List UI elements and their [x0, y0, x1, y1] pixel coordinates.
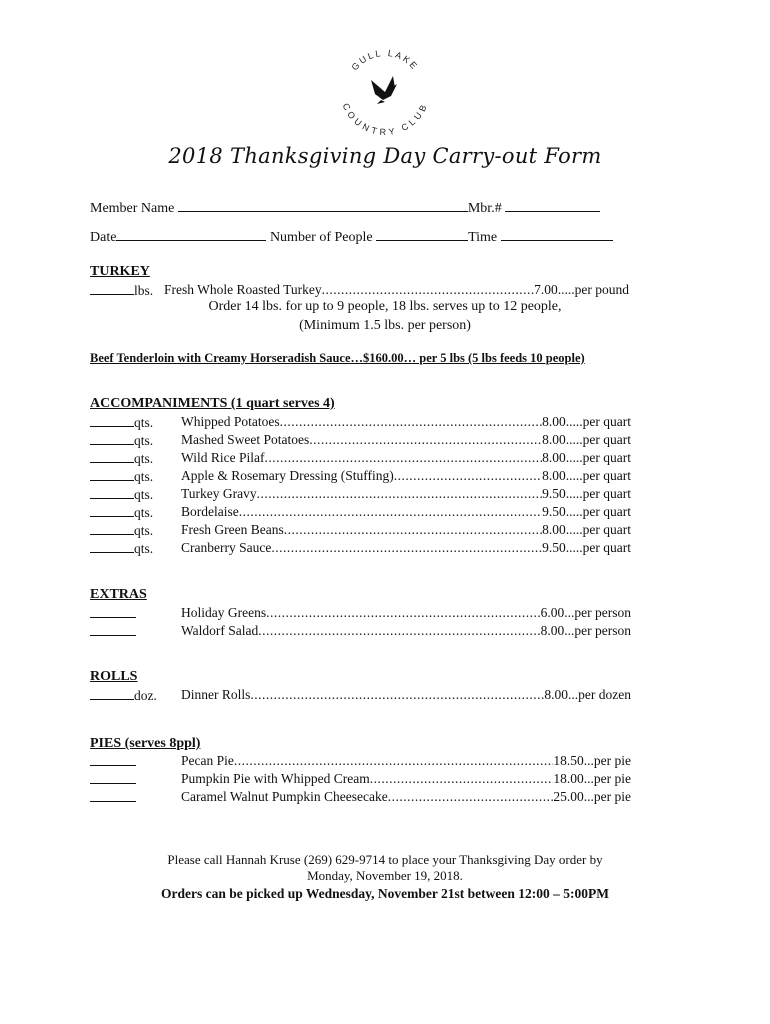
item-name: Wild Rice Pilaf	[181, 450, 265, 465]
turkey-heading: TURKEY	[90, 264, 150, 279]
item-price: 8.00.....per quart	[542, 522, 631, 537]
turkey-note-1: Order 14 lbs. for up to 9 people, 18 lbs. serves up to 12 people,	[208, 299, 562, 314]
beef-tenderloin-line: Beef Tenderloin with Creamy Horseradish Sauce…$160.00… per 5 lbs (5 lbs feeds 10 people)	[90, 351, 585, 365]
quantity-blank[interactable]: doz.	[90, 686, 157, 705]
item-name: Pumpkin Pie with Whipped Cream	[181, 771, 370, 786]
quantity-blank[interactable]	[90, 752, 136, 771]
item-name: Dinner Rolls	[181, 687, 251, 702]
quantity-blank[interactable]: qts.	[90, 521, 153, 540]
item-price: 18.00...per pie	[553, 771, 631, 786]
mbr-field[interactable]	[505, 198, 600, 212]
mbr-label: Mbr.#	[467, 201, 502, 216]
menu-item-row	[90, 413, 650, 431]
turkey-price: 7.00.....per pound	[534, 282, 629, 297]
quantity-blank[interactable]: qts.	[90, 467, 153, 486]
menu-item-row	[90, 622, 650, 640]
item-name: Cranberry Sauce	[181, 540, 272, 555]
item-name: Pecan Pie	[181, 753, 234, 768]
flying-gull-icon	[371, 76, 397, 104]
item-price: 8.00.....per quart	[542, 450, 631, 465]
quantity-blank[interactable]: qts.	[90, 539, 153, 558]
item-name: Fresh Green Beans	[181, 522, 284, 537]
quantity-blank[interactable]: qts.	[90, 485, 153, 504]
menu-item-row	[90, 752, 650, 770]
item-price: 8.00.....per quart	[542, 468, 631, 483]
item-name: Holiday Greens	[181, 605, 267, 620]
item-name: Caramel Walnut Pumpkin Cheesecake	[181, 789, 388, 804]
item-price: 18.50...per pie	[553, 753, 631, 768]
quantity-blank[interactable]	[90, 788, 136, 807]
svg-text:GULL LAKE: GULL LAKE	[349, 47, 421, 73]
item-price: 9.50.....per quart	[542, 504, 631, 519]
form-title: 2018 Thanksgiving Day Carry-out Form	[168, 144, 602, 168]
time-label: Time	[468, 230, 498, 245]
item-name: Bordelaise	[181, 504, 239, 519]
quantity-blank[interactable]: qts.	[90, 413, 153, 432]
menu-item-row	[90, 686, 650, 704]
item-name: Whipped Potatoes	[181, 414, 280, 429]
date-row	[90, 227, 613, 247]
quantity-blank[interactable]: qts.	[90, 449, 153, 468]
gull-lake-logo	[335, 40, 435, 140]
accompaniments-heading: ACCOMPANIMENTS (1 quart serves 4)	[90, 396, 335, 411]
menu-item-row	[90, 431, 650, 449]
menu-item-row	[90, 770, 650, 788]
menu-item-row	[90, 788, 650, 806]
svg-text:COUNTRY CLUB: COUNTRY CLUB	[340, 101, 430, 138]
footer-deadline-line: Monday, November 19, 2018.	[307, 868, 463, 883]
item-name: Turkey Gravy	[181, 486, 257, 501]
member-name-field[interactable]	[178, 198, 468, 212]
footer-pickup-line: Orders can be picked up Wednesday, November 21st between 12:00 – 5:00PM	[161, 886, 609, 901]
people-label: Number of People	[269, 230, 373, 245]
item-price: 8.00...per dozen	[544, 687, 631, 702]
menu-item-row	[90, 485, 650, 503]
menu-item-row	[90, 449, 650, 467]
item-name: Apple & Rosemary Dressing (Stuffing)	[181, 468, 394, 483]
turkey-qty[interactable]: lbs.	[90, 281, 153, 300]
turkey-row	[90, 281, 650, 299]
item-price: 8.00.....per quart	[542, 414, 631, 429]
quantity-blank[interactable]	[90, 770, 136, 789]
item-price: 9.50.....per quart	[542, 486, 631, 501]
item-price: 8.00...per person	[540, 623, 631, 638]
menu-item-row	[90, 604, 650, 622]
date-field[interactable]	[116, 227, 266, 241]
pies-heading: PIES (serves 8ppl)	[90, 736, 201, 751]
date-label: Date	[90, 230, 117, 245]
menu-item-row	[90, 521, 650, 539]
quantity-blank[interactable]	[90, 604, 136, 623]
quantity-blank[interactable]	[90, 622, 136, 641]
quantity-blank[interactable]: qts.	[90, 503, 153, 522]
menu-item-row	[90, 503, 650, 521]
rolls-heading: ROLLS	[90, 669, 138, 684]
member-name-row	[90, 198, 600, 218]
item-name: Mashed Sweet Potatoes	[181, 432, 310, 447]
member-name-label: Member Name	[90, 201, 175, 216]
extras-heading: EXTRAS	[90, 587, 147, 602]
item-price: 9.50.....per quart	[542, 540, 631, 555]
time-field[interactable]	[501, 227, 613, 241]
turkey-note-2: (Minimum 1.5 lbs. per person)	[299, 318, 471, 333]
item-price: 6.00...per person	[540, 605, 631, 620]
item-name: Waldorf Salad	[181, 623, 259, 638]
item-price: 8.00.....per quart	[542, 432, 631, 447]
item-price: 25.00...per pie	[553, 789, 631, 804]
footer-call-line: Please call Hannah Kruse (269) 629-9714 to place your Thanksgiving Day order by	[167, 852, 603, 867]
menu-item-row	[90, 539, 650, 557]
people-field[interactable]	[376, 227, 468, 241]
quantity-blank[interactable]: qts.	[90, 431, 153, 450]
turkey-item-name: Fresh Whole Roasted Turkey	[164, 282, 322, 297]
menu-item-row	[90, 467, 650, 485]
